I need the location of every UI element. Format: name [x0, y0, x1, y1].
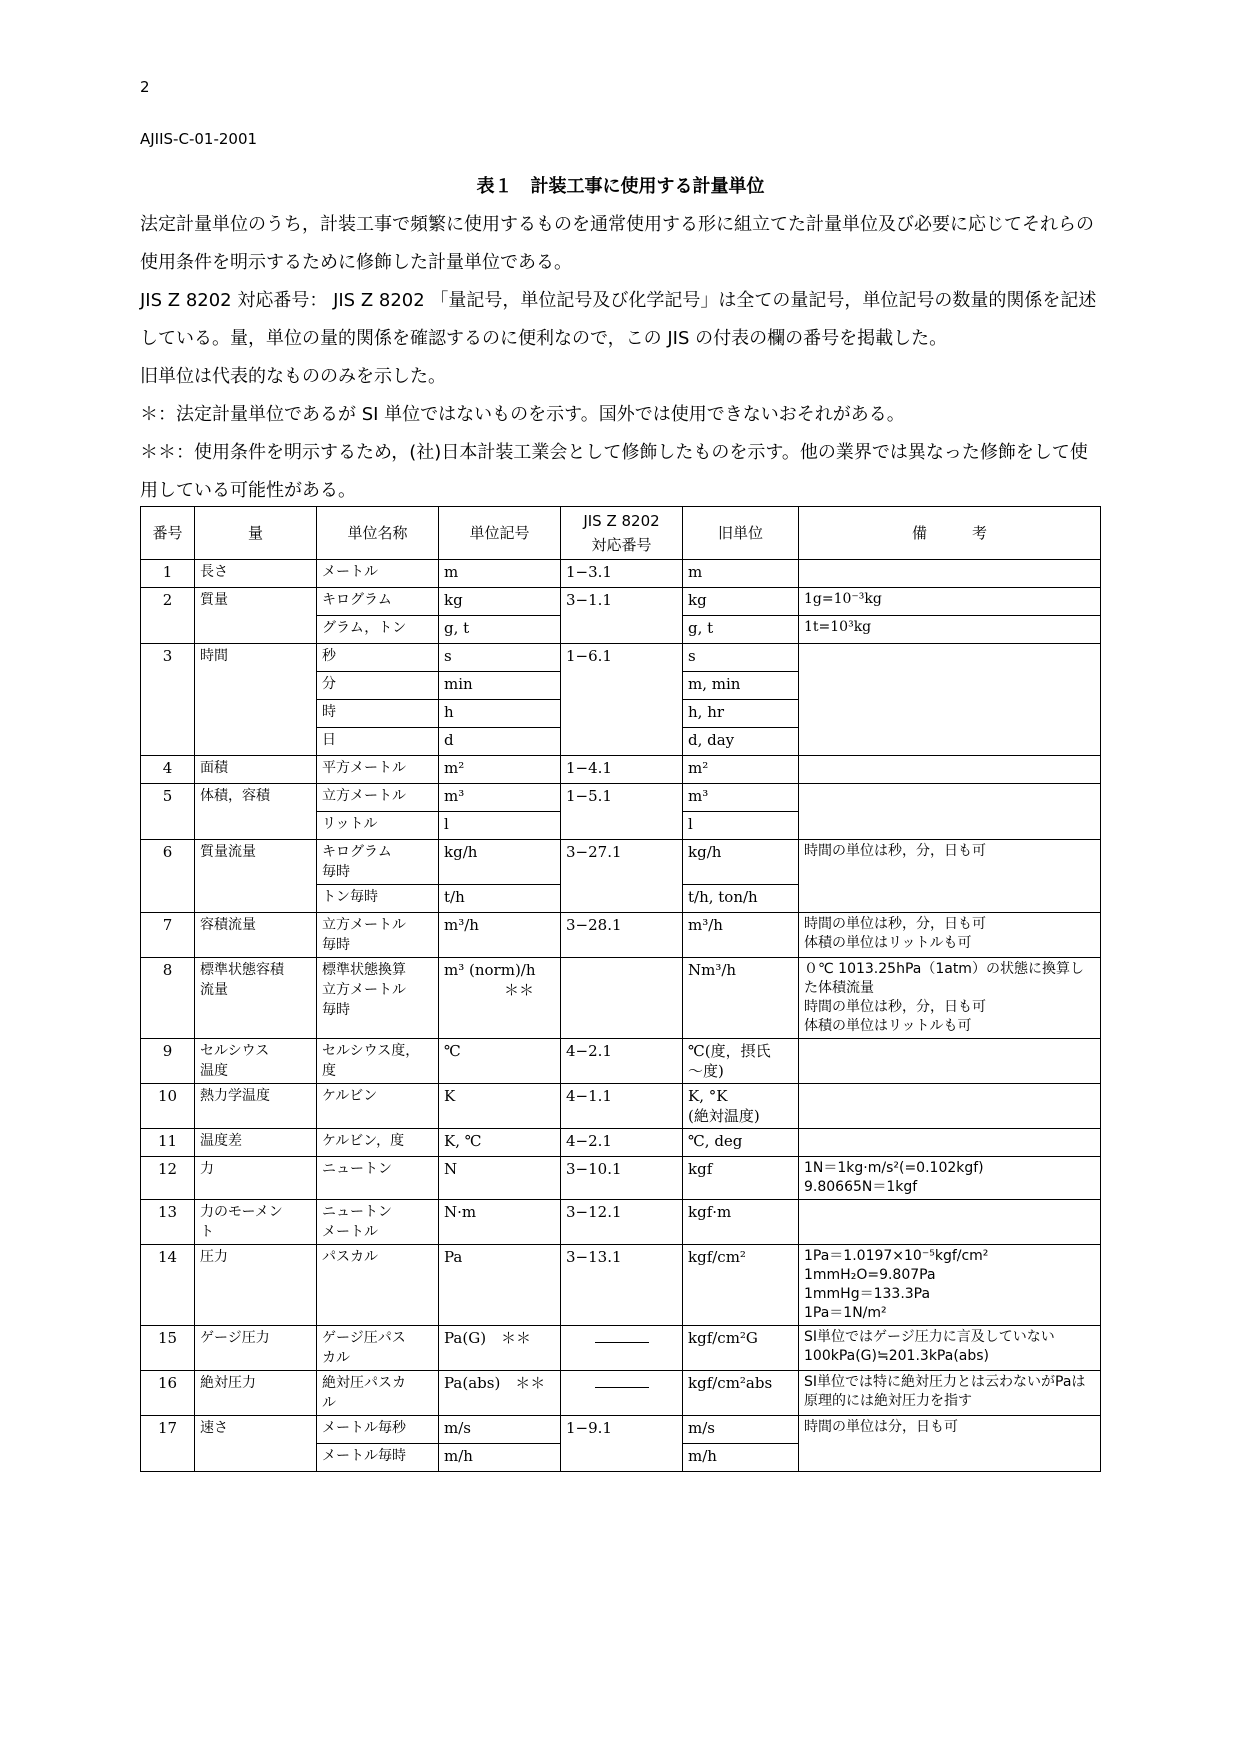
- table-row: [141, 1326, 1101, 1371]
- old-unit: K, °K (絶対温度): [683, 1084, 799, 1129]
- unit-symbol: m: [439, 560, 561, 588]
- unit-symbol: K, ℃: [439, 1129, 561, 1157]
- unit-name: 秒: [317, 644, 439, 672]
- row-quantity: 標準状態容積 流量: [195, 958, 317, 1039]
- old-unit: Nm³/h: [683, 958, 799, 1039]
- unit-symbol: m³/h: [439, 913, 561, 958]
- remark: [799, 644, 1101, 756]
- row-quantity: 時間: [195, 644, 317, 756]
- jis-number: 3−27.1: [561, 840, 683, 913]
- row-quantity: 温度差: [195, 1129, 317, 1157]
- jis-number: 3−12.1: [561, 1200, 683, 1245]
- row-quantity: 長さ: [195, 560, 317, 588]
- unit-symbol: h: [439, 700, 561, 728]
- unit-name: 標準状態換算 立方メートル 毎時: [317, 958, 439, 1039]
- remark: [799, 1129, 1101, 1157]
- unit-symbol: N: [439, 1157, 561, 1200]
- dash-line: [595, 1342, 649, 1343]
- header-jis-line1: JIS Z 8202: [583, 512, 660, 530]
- row-number: 3: [141, 644, 195, 756]
- unit-name: 平方メートル: [317, 756, 439, 784]
- row-number: 10: [141, 1084, 195, 1129]
- old-unit: kg/h: [683, 840, 799, 885]
- table-row: [141, 1200, 1101, 1245]
- table-row: [141, 958, 1101, 1039]
- old-unit: kgf/cm²G: [683, 1326, 799, 1371]
- remark: [799, 784, 1101, 840]
- table-body: [141, 560, 1101, 1472]
- unit-name: 立方メートル 毎時: [317, 913, 439, 958]
- intro-paragraph: 旧単位は代表的なもののみを示した。: [140, 366, 446, 387]
- unit-name: リットル: [317, 812, 439, 840]
- unit-symbol: N·m: [439, 1200, 561, 1245]
- unit-symbol: m²: [439, 756, 561, 784]
- row-number: 4: [141, 756, 195, 784]
- old-unit: kgf·m: [683, 1200, 799, 1245]
- row-number: 1: [141, 560, 195, 588]
- table-row: [141, 1157, 1101, 1200]
- jis-number: [561, 958, 683, 1039]
- header-remarks: 備 考: [799, 507, 1101, 560]
- unit-name: メートル: [317, 560, 439, 588]
- unit-symbol: s: [439, 644, 561, 672]
- unit-symbol: kg/h: [439, 840, 561, 885]
- unit-name: ケルビン，度: [317, 1129, 439, 1157]
- remark: [799, 1039, 1101, 1084]
- table-row: [141, 756, 1101, 784]
- old-unit: t/h, ton/h: [683, 885, 799, 913]
- unit-name: トン毎時: [317, 885, 439, 913]
- unit-name: グラム，トン: [317, 616, 439, 644]
- jis-number: 3−10.1: [561, 1157, 683, 1200]
- remark: [799, 1200, 1101, 1245]
- row-number: 8: [141, 958, 195, 1039]
- row-quantity: 質量: [195, 588, 317, 644]
- jis-number: 3−28.1: [561, 913, 683, 958]
- unit-name: ニュートン: [317, 1157, 439, 1200]
- row-quantity: 体積，容積: [195, 784, 317, 840]
- old-unit: ℃(度，摂氏 〜度): [683, 1039, 799, 1084]
- unit-name: セルシウス度， 度: [317, 1039, 439, 1084]
- old-unit: kgf/cm²: [683, 1245, 799, 1326]
- row-quantity: 容積流量: [195, 913, 317, 958]
- old-unit: m/h: [683, 1444, 799, 1472]
- document-id: AJIIS-C-01-2001: [140, 130, 258, 148]
- unit-symbol: min: [439, 672, 561, 700]
- old-unit: h, hr: [683, 700, 799, 728]
- jis-number: 1−5.1: [561, 784, 683, 840]
- unit-symbol: m/s: [439, 1416, 561, 1444]
- old-unit: m, min: [683, 672, 799, 700]
- jis-number: 4−2.1: [561, 1039, 683, 1084]
- unit-symbol: Pa: [439, 1245, 561, 1326]
- row-number: 7: [141, 913, 195, 958]
- row-quantity: 速さ: [195, 1416, 317, 1472]
- remark: SI単位ではゲージ圧力に言及していない 100kPa(G)≒201.3kPa(abs): [799, 1326, 1101, 1371]
- unit-name: メートル毎時: [317, 1444, 439, 1472]
- intro-paragraph: 法定計量単位のうち，計装工事で頻繁に使用するものを通常使用する形に組立てた計量単位及び必要に応じてそれらの使用条件を明示するために修飾した計量単位である。: [140, 214, 1094, 273]
- header-jis: [561, 507, 683, 560]
- row-number: 11: [141, 1129, 195, 1157]
- table-row: [141, 1129, 1101, 1157]
- row-quantity: 面積: [195, 756, 317, 784]
- jis-number: 1−9.1: [561, 1416, 683, 1472]
- row-number: 12: [141, 1157, 195, 1200]
- page-number: 2: [140, 78, 150, 96]
- header-jis-line2: 対応番号: [591, 536, 652, 554]
- jis-number: [561, 1326, 683, 1371]
- intro-paragraph: ＊：法定計量単位であるが SI 単位ではないものを示す。国外では使用できないおそれがある。: [140, 404, 905, 425]
- jis-number: [561, 1371, 683, 1416]
- table-row: [141, 1039, 1101, 1084]
- unit-name: 時: [317, 700, 439, 728]
- remark: 時間の単位は秒，分，日も可: [799, 840, 1101, 913]
- table-row: [141, 588, 1101, 616]
- unit-name: 絶対圧パスカ ル: [317, 1371, 439, 1416]
- row-quantity: 絶対圧力: [195, 1371, 317, 1416]
- old-unit: kgf/cm²abs: [683, 1371, 799, 1416]
- old-unit: l: [683, 812, 799, 840]
- intro-text: [140, 206, 1100, 510]
- table-row: [141, 1084, 1101, 1129]
- jis-number: 1−3.1: [561, 560, 683, 588]
- row-quantity: 力のモーメン ト: [195, 1200, 317, 1245]
- row-number: 15: [141, 1326, 195, 1371]
- jis-number: 4−2.1: [561, 1129, 683, 1157]
- table-header-row: [141, 507, 1101, 560]
- table-row: [141, 560, 1101, 588]
- remark: ０℃ 1013.25hPa（1atm）の状態に換算した体積流量 時間の単位は秒，分，日も可 体積の単位はリットルも可: [799, 958, 1101, 1039]
- old-unit: kgf: [683, 1157, 799, 1200]
- remark: 1Pa＝1.0197×10⁻⁵kgf/cm² 1mmH₂O=9.807Pa 1mmHg＝133.3Pa 1Pa＝1N/m²: [799, 1245, 1101, 1326]
- table-row: [141, 1416, 1101, 1444]
- header-quantity: 量: [195, 507, 317, 560]
- header-old-unit: 旧単位: [683, 507, 799, 560]
- table-row: [141, 644, 1101, 672]
- row-number: 14: [141, 1245, 195, 1326]
- jis-number: 3−1.1: [561, 588, 683, 644]
- unit-symbol: t/h: [439, 885, 561, 913]
- unit-symbol: m/h: [439, 1444, 561, 1472]
- old-unit: m: [683, 560, 799, 588]
- row-quantity: 力: [195, 1157, 317, 1200]
- row-number: 6: [141, 840, 195, 913]
- unit-name: パスカル: [317, 1245, 439, 1326]
- old-unit: m/s: [683, 1416, 799, 1444]
- row-quantity: ゲージ圧力: [195, 1326, 317, 1371]
- row-quantity: 質量流量: [195, 840, 317, 913]
- intro-paragraph: JIS Z 8202 対応番号： JIS Z 8202 「量記号，単位記号及び化学記号」は全ての量記号，単位記号の数量的関係を記述している。量，単位の量的関係を確認するのに便利なので，この JIS の付表の欄の番号を掲載した。: [140, 290, 1097, 349]
- unit-symbol: K: [439, 1084, 561, 1129]
- table-row: [141, 784, 1101, 812]
- row-quantity: 圧力: [195, 1245, 317, 1326]
- old-unit: kg: [683, 588, 799, 616]
- remark: 時間の単位は分，日も可: [799, 1416, 1101, 1472]
- table-row: [141, 840, 1101, 885]
- unit-name: 分: [317, 672, 439, 700]
- old-unit: m³: [683, 784, 799, 812]
- row-number: 13: [141, 1200, 195, 1245]
- row-number: 2: [141, 588, 195, 644]
- remark: [799, 1084, 1101, 1129]
- row-number: 5: [141, 784, 195, 840]
- dash-line: [595, 1387, 649, 1388]
- old-unit: d, day: [683, 728, 799, 756]
- old-unit: m²: [683, 756, 799, 784]
- old-unit: ℃, deg: [683, 1129, 799, 1157]
- old-unit: g, t: [683, 616, 799, 644]
- remark: [799, 756, 1101, 784]
- header-unit-symbol: 単位記号: [439, 507, 561, 560]
- unit-symbol: l: [439, 812, 561, 840]
- remark: 1g=10⁻³kg: [799, 588, 1101, 616]
- jis-number: 3−13.1: [561, 1245, 683, 1326]
- row-number: 16: [141, 1371, 195, 1416]
- old-unit: s: [683, 644, 799, 672]
- unit-name: ケルビン: [317, 1084, 439, 1129]
- intro-paragraph: ＊＊：使用条件を明示するため，(社)日本計装工業会として修飾したものを示す。他の業界では異なった修飾をして使用している可能性がある。: [140, 442, 1088, 501]
- unit-name: 立方メートル: [317, 784, 439, 812]
- row-number: 9: [141, 1039, 195, 1084]
- header-unit-name: 単位名称: [317, 507, 439, 560]
- row-number: 17: [141, 1416, 195, 1472]
- unit-symbol: ℃: [439, 1039, 561, 1084]
- unit-name: ニュートン メートル: [317, 1200, 439, 1245]
- units-table: [140, 506, 1101, 1472]
- remark: SI単位では特に絶対圧力とは云わないがPaは原理的には絶対圧力を指す: [799, 1371, 1101, 1416]
- unit-symbol: g, t: [439, 616, 561, 644]
- table-title: 表１ 計装工事に使用する計量単位: [476, 176, 765, 197]
- unit-symbol: kg: [439, 588, 561, 616]
- row-quantity: セルシウス 温度: [195, 1039, 317, 1084]
- remark: 時間の単位は秒，分，日も可 体積の単位はリットルも可: [799, 913, 1101, 958]
- table-row: [141, 1245, 1101, 1326]
- unit-symbol: d: [439, 728, 561, 756]
- unit-symbol: Pa(G) ＊＊: [439, 1326, 561, 1371]
- jis-number: 1−6.1: [561, 644, 683, 756]
- unit-symbol: m³ (norm)/h ＊＊: [439, 958, 561, 1039]
- table-row: [141, 1371, 1101, 1416]
- old-unit: m³/h: [683, 913, 799, 958]
- row-quantity: 熱力学温度: [195, 1084, 317, 1129]
- jis-number: 1−4.1: [561, 756, 683, 784]
- remark: [799, 560, 1101, 588]
- remark: 1N＝1kg·m/s²(=0.102kgf) 9.80665N＝1kgf: [799, 1157, 1101, 1200]
- unit-name: 日: [317, 728, 439, 756]
- remark: 1t=10³kg: [799, 616, 1101, 644]
- table-row: [141, 913, 1101, 958]
- jis-number: 4−1.1: [561, 1084, 683, 1129]
- header-no: 番号: [141, 507, 195, 560]
- unit-name: キログラム: [317, 588, 439, 616]
- unit-name: キログラム 毎時: [317, 840, 439, 885]
- unit-symbol: Pa(abs) ＊＊: [439, 1371, 561, 1416]
- unit-symbol: m³: [439, 784, 561, 812]
- unit-name: ゲージ圧パス カル: [317, 1326, 439, 1371]
- unit-name: メートル毎秒: [317, 1416, 439, 1444]
